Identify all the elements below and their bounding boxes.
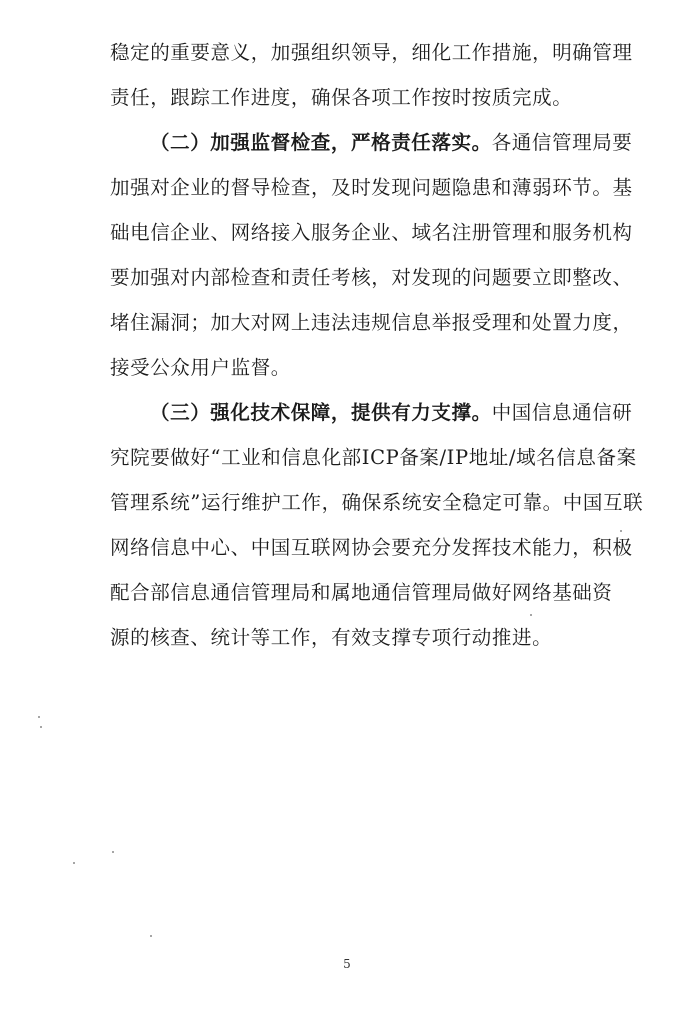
text-line [110,255,633,300]
line-text: 配合部信息通信管理局和属地通信管理局做好网络基础资 [110,581,613,604]
scan-speck [73,862,75,864]
text-line [110,570,613,615]
line-text: 源的核查、统计等工作，有效支撑专项行动推进。 [110,626,553,649]
body-text [110,30,644,660]
text-line [110,480,644,525]
line-text: 加强对企业的督导检查，及时发现问题隐患和薄弱环节。基 [110,176,633,199]
line-text: 究院要做好“工业和信息化部ICP备案/IP地址/域名信息备案 [110,446,637,469]
scan-speck [38,716,40,718]
line-text: 稳定的重要意义，加强组织领导，细化工作措施，明确管理 [110,41,633,64]
text-line [110,210,633,255]
text-line [110,300,633,345]
line-text: 各通信管理局要 [491,131,633,154]
line-text: 责任，跟踪工作进度，确保各项工作按时按质完成。 [110,86,573,109]
line-text: 堵住漏洞；加大对网上违法违规信息举报受理和处置力度， [110,311,633,334]
page-number: 5 [343,957,351,971]
line-text: 要加强对内部检查和责任考核，对发现的问题要立即整改、 [110,266,633,289]
text-line [110,525,633,570]
text-line [110,75,606,120]
line-text: 网络信息中心、中国互联网协会要充分发挥技术能力，积极 [110,536,633,559]
scan-speck [40,726,42,728]
line-text: 接受公众用户监督。 [110,356,291,379]
scan-speck [620,530,622,532]
text-line [110,615,606,660]
section-heading-3: （三）强化技术保障，提供有力支撑。 [150,401,492,424]
scan-speck [112,851,114,853]
line-text: 础电信企业、网络接入服务企业、域名注册管理和服务机构 [110,221,633,244]
line-text: 管理系统”运行维护工作，确保系统安全稳定可靠。中国互联 [110,491,644,514]
section-heading-2: （二）加强监督检查，严格责任落实。 [150,131,492,154]
text-line [110,30,633,75]
text-line [110,435,637,480]
text-line [110,345,606,390]
text-line [110,165,633,210]
section-heading-line [110,390,633,435]
scan-speck [530,614,532,616]
line-text: 中国信息通信研 [491,401,633,424]
scan-speck [150,935,152,937]
section-heading-line [110,120,633,165]
